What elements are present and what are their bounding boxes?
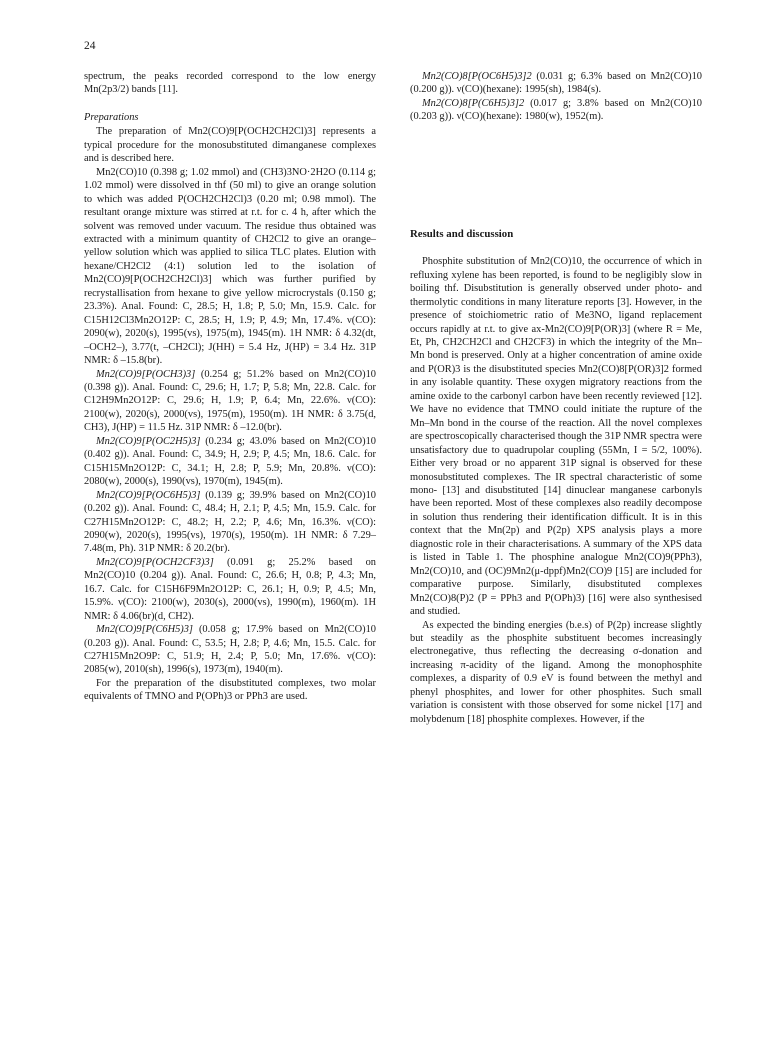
compound-entry-oph	[84, 489, 376, 556]
right-column	[410, 70, 702, 726]
compound-entry-ome	[84, 368, 376, 435]
compound-data: (0.254 g; 51.2% based on Mn2(CO)10 (0.398 g)). Anal. Found: C, 29.6; H, 1.7; P, 5.8; Mn, 22.8. Calc. for C12H9Mn2O12P: C, 29.6; H, 1.9; P, 6.4; Mn, 22.6%. ν(CO): 2100(w), 2020(s), 2000(vs), 1975(m), 1950(m). 1H NMR: δ 3.75(d, CH3), J(HP) = 11.5 Hz. 31P NMR: δ –12.0(br).	[84, 368, 376, 434]
compound-entry-ocf3	[84, 556, 376, 623]
compound-data: (0.031 g; 6.3% based on Mn2(CO)10 (0.200 g)). ν(CO)(hexane): 1995(sh), 1984(s).	[410, 71, 702, 96]
compound-data: (0.091 g; 25.2% based on Mn2(CO)10 (0.204 g)). Anal. Found: C, 26.6; H, 0.8; P, 4.3; Mn, 16.7. Calc. for C15H6F9Mn2O12P: C, 26.1; H, 0.9; P, 4.5; Mn, 15.9%. ν(CO): 2100(w), 2030(s), 2000(vs), 1990(m), 1960(m). 1H NMR: δ 4.06(br)(d, CH2).	[84, 556, 376, 622]
typical-procedure-paragraph: Mn2(CO)10 (0.398 g; 1.02 mmol) and (CH3)3NO·2H2O (0.114 g; 1.02 mmol) were dissolved in thf (50 ml) to give an orange solution to which was added P(OCH2CH2Cl)3 (0.20 ml; 0.98 mmol). The resultant orange mixture was stirred at r.t. for c. 4 h, after which the solvent was removed under vacuum. The residue thus obtained was extracted with a minimum quantity of CH2Cl2 to give an orange–yellow solution which was applied to silica TLC plates. Elution with hexane/CH2Cl2 (4:1) solution led to the isolation of Mn2(CO)9[P(OCH2CH2Cl)3] which was further purified by recrystallisation from hexane to give yellow microcrystals (0.150 g; 23.3%). Anal. Found: C, 28.5; H, 1.8; P, 5.0; Mn, 15.9. Calc. for C15H12Cl3Mn2O12P: C, 28.5; H, 1.9; P, 4.9; Mn, 17.4%. ν(CO): 2090(w), 2020(s), 1995(vs), 1975(m), 1945(m). 1H NMR: δ 4.32(dt, –OCH2–), 3.77(t, –CH2Cl); J(HH) = 5.4 Hz, J(HP) = 3.4 Hz. 31P NMR: δ –15.8(br).	[84, 166, 376, 367]
compound-name: Mn2(CO)8[P(OC6H5)3]2	[422, 71, 532, 82]
compound-data: (0.017 g; 3.8% based on Mn2(CO)10 (0.203 g)). ν(CO)(hexane): 1980(w), 1952(m).	[410, 97, 702, 123]
compound-entry-pph3	[84, 623, 376, 677]
compound-entry-oet	[84, 435, 376, 489]
compound-name: Mn2(CO)9[P(OC6H5)3]	[96, 489, 201, 501]
heading-spacer	[410, 241, 702, 255]
compound-data: (0.139 g; 39.9% based on Mn2(CO)10 (0.202 g)). Anal. Found: C, 48.4; H, 2.1; P, 4.5; Mn, 15.9. Calc. for C27H15Mn2O12P: C, 48.2; H, 2.2; P, 4.6; Mn, 16.3%. ν(CO): 2090(w), 2020(s), 1995(vs), 1970(s), 1950(m). 1H NMR: δ 7.29–7.48(m, Ph). 31P NMR: δ 20.2(br).	[84, 489, 376, 555]
results-heading: Results and discussion	[410, 227, 514, 240]
disubstituted-paragraph: For the preparation of the disubstituted complexes, two molar equivalents of TMNO and P(OPh)3 or PPh3 are used.	[84, 677, 376, 703]
preparations-heading: Preparations	[84, 111, 139, 123]
preparation-intro-paragraph: The preparation of Mn2(CO)9[P(OCH2CH2Cl)3] represents a typical procedure for the monosubstituted dimanganese complexes and is described here.	[84, 126, 376, 165]
results-paragraph-2: As expected the binding energies (b.e.s) of P(2p) increase slightly but steadily as the phosphite substituent becomes increasingly electronegative, thus reflecting the decreasing σ-donation and increasing π-acidity of the ligand. Among the monophosphite complexes, a disparity of 0.9 eV is found between the methyl and phenyl phosphites, and lower for other phosphites. Such small variation is consistent with those observed for some nickel [17] and molybdenum [18] phosphite complexes. However, if the	[410, 619, 702, 725]
compound-data: (0.234 g; 43.0% based on Mn2(CO)10 (0.402 g)). Anal. Found: C, 34.9; H, 2.9; P, 4.5; Mn, 18.6. Calc. for C15H15Mn2O12P: C, 34.1; H, 2.8; P, 5.9; Mn, 20.8%. ν(CO): 2080(w), 2000(s), 1990(vs), 1970(m), 1945(m).	[84, 435, 376, 488]
section-spacer	[410, 124, 702, 228]
compound-name: Mn2(CO)8[P(C6H5)3]2	[422, 97, 525, 109]
intro-paragraph: spectrum, the peaks recorded correspond to the low energy Mn(2p3/2) bands [11].	[84, 71, 376, 96]
compound-data: (0.058 g; 17.9% based on Mn2(CO)10 (0.203 g)). Anal. Found: C, 53.5; H, 2.8; P, 4.6; Mn, 15.5. Calc. for C27H15Mn2O9P: C, 51.9; H, 2.4; P, 5.0; Mn, 17.6%. ν(CO): 2085(w), 2010(sh), 1996(s), 1973(m), 1940(m).	[84, 624, 376, 676]
page-number: 24	[84, 40, 96, 52]
compound-name: Mn2(CO)9[P(OCH3)3]	[96, 368, 196, 380]
compound-name: Mn2(CO)9[P(C6H5)3]	[96, 624, 193, 636]
compound-name: Mn2(CO)9[P(OCH2CF3)3]	[96, 556, 214, 568]
compound-entry-disub-oph	[410, 70, 702, 97]
left-column	[84, 70, 376, 704]
results-paragraph-1: Phosphite substitution of Mn2(CO)10, the occurrence of which in refluxing xylene has been reported, is found to be negligibly slow in boiling thf. Disubstitution is generally observed under photo- and thermolytic conditions in many literature reports [3]. However, in the presence of stoichiometric ratio of Me3NO, ligand replacement occurs rapidly at r.t. to give ax-Mn2(CO)9[P(OR)3] (where R = Me, Et, Ph, CH2CH2Cl and CH2CF3) in which the integrity of the Mn–Mn bond is preserved. Only at a higher concentration of amine oxide and P(OR)3 is the disubstituted species Mn2(CO)8[P(OR)3]2 formed in any isolable quantity. These oxygen migratory reactions from the amine oxide to the carbonyl carbon have been recently reviewed [12]. We have no evidence that TMNO could initiate the rupture of the Mn–Mn bond in the course of the reaction. All the novel complexes are spectroscopically characterised though the 31P NMR spectra were unsatisfactory due to quadrupolar coupling (55Mn, I = 5/2, 100%). Either very broad or no apparent 31P signal is observed for these monosubstituted complexes. The IR spectral characteristic of some mono- [13] and disubstituted [14] dinuclear manganese carbonyls have been reported. Most of these complexes also readily decompose in solution thus rendering their identification difficult. It is in this context that the Mn(2p) and P(2p) XPS analysis plays a more diagnostic role in their characterisations. A summary of the XPS data is listed in Table 1. The phosphine analogue Mn2(CO)9(PPh3), Mn2(CO)10, and (OC)9Mn2(μ-dppf)Mn2(CO)9 [15] are included for comparative purpose. Similarly, disubstituted complexes Mn2(CO)8(P)2 (P = PPh3 and P(OPh)3) [16] were also synthesised and studied.	[410, 256, 702, 618]
compound-name: Mn2(CO)9[P(OC2H5)3]	[96, 435, 201, 447]
compound-entry-disub-pph3	[410, 97, 702, 124]
